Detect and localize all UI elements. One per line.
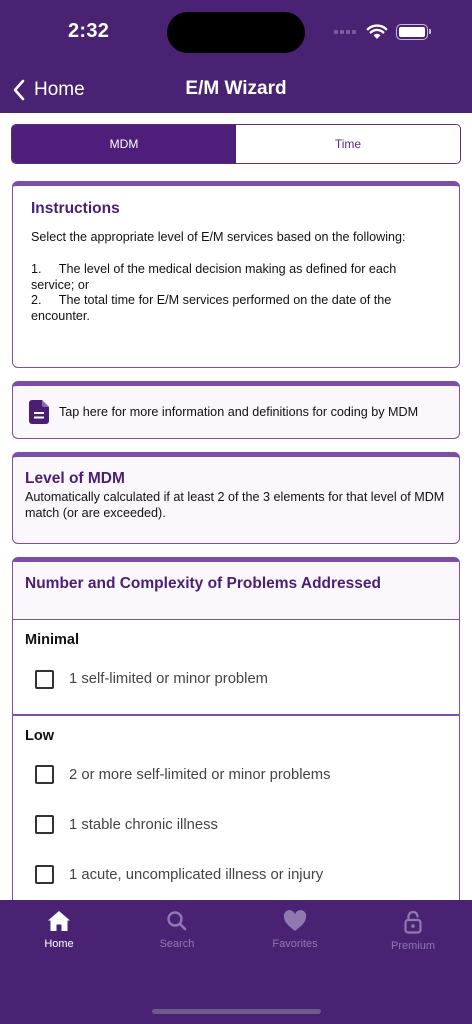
mode-segmented-control	[11, 124, 461, 164]
checkbox-row[interactable]	[13, 750, 459, 800]
level-of-mdm-description: Automatically calculated if at least 2 of the 3 elements for that level of MDM match (or are exceeded).	[25, 490, 445, 520]
checkbox-label: 2 or more self-limited or minor problems	[69, 766, 331, 783]
home-icon	[47, 910, 71, 932]
page-title: E/M Wizard	[185, 78, 287, 99]
checkbox-label: 1 self-limited or minor problem	[69, 671, 268, 687]
search-icon	[165, 910, 189, 932]
problems-card	[12, 557, 460, 917]
instructions-item-1: 1. The level of the medical decision making as defined for each service; or	[31, 261, 397, 292]
segment-time[interactable]: Time	[236, 125, 460, 163]
checkbox[interactable]	[35, 815, 54, 834]
home-indicator	[152, 1009, 321, 1014]
checkbox-label: 1 acute, uncomplicated illness or injury	[69, 866, 324, 883]
tab-bar	[0, 900, 472, 1024]
tab-label: Search	[159, 938, 195, 950]
mdm-info-link[interactable]	[12, 381, 460, 439]
dynamic-island	[167, 12, 305, 53]
status-icons	[334, 22, 428, 42]
mdm-info-link-text: Tap here for more information and definitions for coding by MDM	[59, 405, 419, 419]
group-title-low: Low	[25, 727, 54, 744]
cellular-signal-icon	[334, 30, 356, 34]
checkbox-row[interactable]	[13, 800, 459, 850]
group-title-minimal: Minimal	[25, 632, 79, 648]
tab-label: Premium	[390, 940, 435, 952]
problems-title: Number and Complexity of Problems Addressed	[25, 575, 382, 592]
wifi-icon	[366, 24, 388, 40]
tab-label: Favorites	[272, 938, 318, 950]
level-of-mdm-card	[12, 452, 460, 544]
status-time: 2:32	[68, 20, 110, 42]
checkbox[interactable]	[35, 670, 54, 689]
heart-icon	[283, 910, 307, 932]
tab-home[interactable]	[0, 910, 118, 950]
instructions-item-2: 2. The total time for E/M services performed on the date of the encounter.	[31, 293, 392, 324]
tab-favorites[interactable]	[236, 910, 354, 950]
checkbox-row[interactable]	[13, 654, 459, 704]
level-of-mdm-title: Level of MDM	[25, 470, 125, 487]
document-icon	[29, 400, 49, 424]
checkbox[interactable]	[35, 765, 54, 784]
lock-icon	[401, 910, 425, 934]
tab-search[interactable]	[118, 910, 236, 950]
nav-header	[0, 0, 472, 113]
back-label: Home	[34, 79, 85, 100]
checkbox-label: 1 stable chronic illness	[69, 816, 218, 833]
segment-mdm[interactable]: MDM	[12, 125, 236, 163]
tab-label: Home	[44, 938, 74, 950]
tab-premium[interactable]	[354, 910, 472, 952]
instructions-body	[31, 230, 441, 325]
problems-header	[13, 562, 459, 620]
battery-icon	[396, 24, 428, 40]
checkbox[interactable]	[35, 865, 54, 884]
instructions-card	[12, 181, 460, 368]
checkbox-row[interactable]	[13, 850, 459, 900]
instructions-intro: Select the appropriate level of E/M services based on the following:	[31, 230, 406, 244]
instructions-title: Instructions	[31, 200, 120, 217]
